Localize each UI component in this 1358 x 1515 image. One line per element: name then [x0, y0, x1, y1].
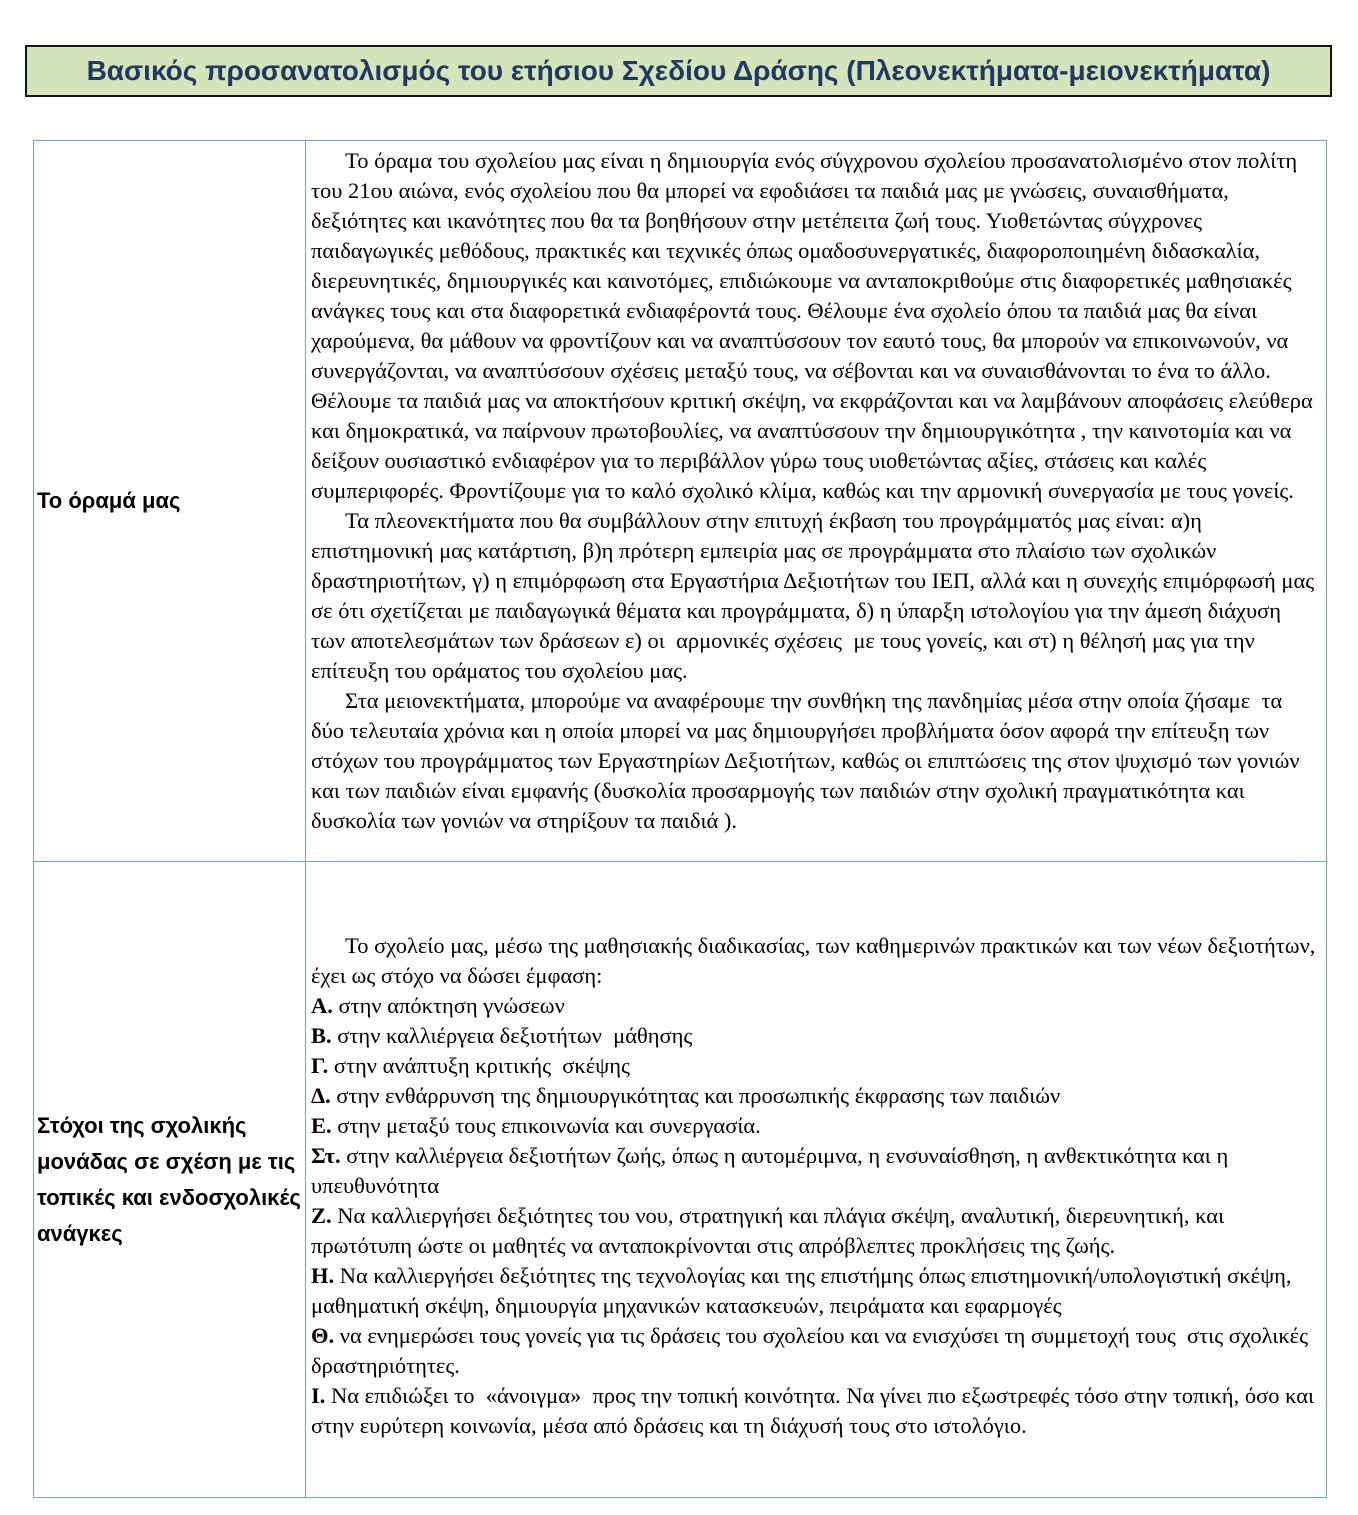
goal-item-text: στην απόκτηση γνώσεων: [338, 993, 565, 1018]
goals-row-label: Στόχοι της σχολικής μονάδας σε σχέση με τις τοπικές και ενδοσχολικές ανάγκες: [34, 862, 306, 1498]
goal-item-text: Να επιδιώξει το «άνοιγμα» προς την τοπική κοινότητα. Να γίνει πιο εξωστρεφές τόσο στην τοπική, όσο και στην ευρύτερη κοινωνία, μέσα από δράσεις και τη διάχυσή τους στο ιστολόγιο.: [311, 1383, 1320, 1438]
vision-paragraph: Το όραμα του σχολείου μας είναι η δημιουργία ενός σύγχρονου σχολείου προσανατολισμένο στον πολίτη του 21ου αιώνα, ενός σχολείου που θα μπορεί να εφοδιάσει τα παιδιά μας με γνώσεις, συναισθήματα, δεξιότητες και ικανότητες που θα τα βοηθήσουν στην μετέπειτα ζωή τους. Υιοθετώντας σύγχρονες παιδαγωγικές μεθόδους, πρακτικές και τεχνικές όπως ομαδοσυνεργατικές, διαφοροποιημένη διδασκαλία, διερευνητικές, δημιουργικές και καινοτόμες, επιδιώκουμε να ανταποκριθούμε στις διαφορετικές μαθησιακές ανάγκες τους και στα διαφορετικά ενδιαφέροντά τους. Θέλουμε ένα σχολείο όπου τα παιδιά μας θα είναι χαρούμενα, θα μάθουν να φροντίζουν και να αναπτύσσουν τον εαυτό τους, θα μπορούν να επικοινωνούν, να συνεργάζονται, να αναπτύσσουν σχέσεις μεταξύ τους, να σέβονται και να συναισθάνονται το ένα το άλλο. Θέλουμε τα παιδιά μας να αποκτήσουν κριτική σκέψη, να εκφράζονται και να λαμβάνουν αποφάσεις ελεύθερα και δημοκρατικά, να παίρνουν πρωτοβουλίες, να αναπτύσσουν την δημιουργικότητα , την καινοτομία και να δείξουν ουσιαστικό ενδιαφέρον για το περιβάλλον γύρω τους υιοθετώντας αξίες, στάσεις και καλές συμπεριφορές. Φροντίζουμε για το καλό σχολικό κλίμα, καθώς και την αρμονική συνεργασία με τους γονείς.: [311, 148, 1319, 503]
goal-item: [311, 1321, 1320, 1381]
goal-item: [311, 1081, 1320, 1111]
goals-list: [311, 991, 1320, 1441]
page-title: Βασικός προσανατολισμός του ετήσιου Σχεδίου Δράσης (Πλεονεκτήματα-μειονεκτήματα): [86, 55, 1271, 86]
vision-row-content: [306, 141, 1327, 862]
vision-paragraph: Τα πλεονεκτήματα που θα συμβάλλουν στην επιτυχή έκβαση του προγράμματός μας είναι: α)η επιστημονική μας κατάρτιση, β)η πρότερη εμπειρία μας σε προγράμματα στο πλαίσιο των σχολικών δραστηριοτήτων, γ) η επιμόρφωση στα Εργαστήρια Δεξιοτήτων του ΙΕΠ, αλλά και η συνεχής επιμόρφωσή μας σε ότι σχετίζεται με παιδαγωγικά θέματα και προγράμματα, δ) η ύπαρξη ιστολογίου για την άμεση διάχυση των αποτελεσμάτων των δράσεων ε) οι αρμονικές σχέσεις με τους γονείς, και στ) η θέλησή μας για την επίτευξη του οράματος του σχολείου μας.: [311, 508, 1320, 683]
goal-item: [311, 1141, 1320, 1201]
goal-item: [311, 1381, 1320, 1441]
goals-block: [311, 867, 1320, 1441]
vision-row-label: Το όραμά μας: [34, 141, 306, 862]
goal-item: [311, 1261, 1320, 1321]
goal-item: [311, 991, 1320, 1021]
orientation-table: [33, 140, 1327, 1498]
goal-item-letter: Γ.: [311, 1053, 329, 1078]
goal-item: [311, 1051, 1320, 1081]
goal-item-letter: Ι.: [311, 1383, 326, 1408]
goal-item: [311, 1201, 1320, 1261]
goal-item-text: στην ανάπτυξη κριτικής σκέψης: [333, 1053, 630, 1078]
goal-item-letter: Ε.: [311, 1113, 332, 1138]
vision-paragraph: Στα μειονεκτήματα, μπορούμε να αναφέρουμε την συνθήκη της πανδημίας μέσα στην οποία ζήσαμε τα δύο τελευταία χρόνια και η οποία μπορεί να μας δημιουργήσει προβλήματα όσον αφορά την επίτευξη των στόχων του προγράμματος των Εργαστηρίων Δεξιοτήτων, καθώς οι επιπτώσεις της στον ψυχισμό των γονιών και των παιδιών είναι εμφανής (δυσκολία προσαρμογής των παιδιών στην σχολική πραγματικότητα και δυσκολία των γονιών να στηρίξουν τα παιδιά ).: [311, 688, 1306, 833]
goal-item-text: στην μεταξύ τους επικοινωνία και συνεργασία.: [337, 1113, 761, 1138]
goals-intro: Το σχολείο μας, μέσω της μαθησιακής διαδικασίας, των καθημερινών πρακτικών και των νέων δεξιοτήτων, έχει ως στόχο να δώσει έμφαση:: [311, 933, 1322, 988]
table-row-goals: [34, 862, 1327, 1498]
goal-item-letter: Η.: [311, 1263, 335, 1288]
goal-item-letter: Ζ.: [311, 1203, 332, 1228]
goal-item-letter: Β.: [311, 1023, 332, 1048]
goal-item: [311, 1111, 1320, 1141]
vision-paragraphs: [311, 146, 1320, 836]
goal-item-letter: Θ.: [311, 1323, 335, 1348]
goal-item-letter: Δ.: [311, 1083, 331, 1108]
goal-item-letter: Στ.: [311, 1143, 341, 1168]
goal-item-text: να ενημερώσει τους γονείς για τις δράσεις του σχολείου και να ενισχύσει τη συμμετοχή τους στις σχολικές δραστηριότητες.: [311, 1323, 1314, 1378]
goal-item: [311, 1021, 1320, 1051]
goal-item-text: Να καλλιεργήσει δεξιότητες της τεχνολογίας και της επιστήμης όπως επιστημονική/υπολογιστική σκέψη, μαθηματική σκέψη, δημιουργία μηχανικών κατασκευών, πειράματα και εφαρμογές: [311, 1263, 1298, 1318]
goal-item-letter: Α.: [311, 993, 333, 1018]
goal-item-text: στην ενθάρρυνση της δημιουργικότητας και προσωπικής έκφρασης των παιδιών: [336, 1083, 1061, 1108]
goals-row-content: [306, 862, 1327, 1498]
table-row-vision: [34, 141, 1327, 862]
goal-item-text: στην καλλιέργεια δεξιοτήτων ζωής, όπως η αυτομέριμνα, η ενσυναίσθηση, η ανθεκτικότητα και η υπευθυνότητα: [311, 1143, 1234, 1198]
goal-item-text: στην καλλιέργεια δεξιοτήτων μάθησης: [337, 1023, 693, 1048]
goal-item-text: Να καλλιεργήσει δεξιότητες του νου, στρατηγική και πλάγια σκέψη, αναλυτική, διερευνητική, και πρωτότυπη ώστε οι μαθητές να ανταποκρίνονται στις απρόβλεπτες προκλήσεις της ζωής.: [311, 1203, 1230, 1258]
document-title-bar: [25, 45, 1332, 97]
